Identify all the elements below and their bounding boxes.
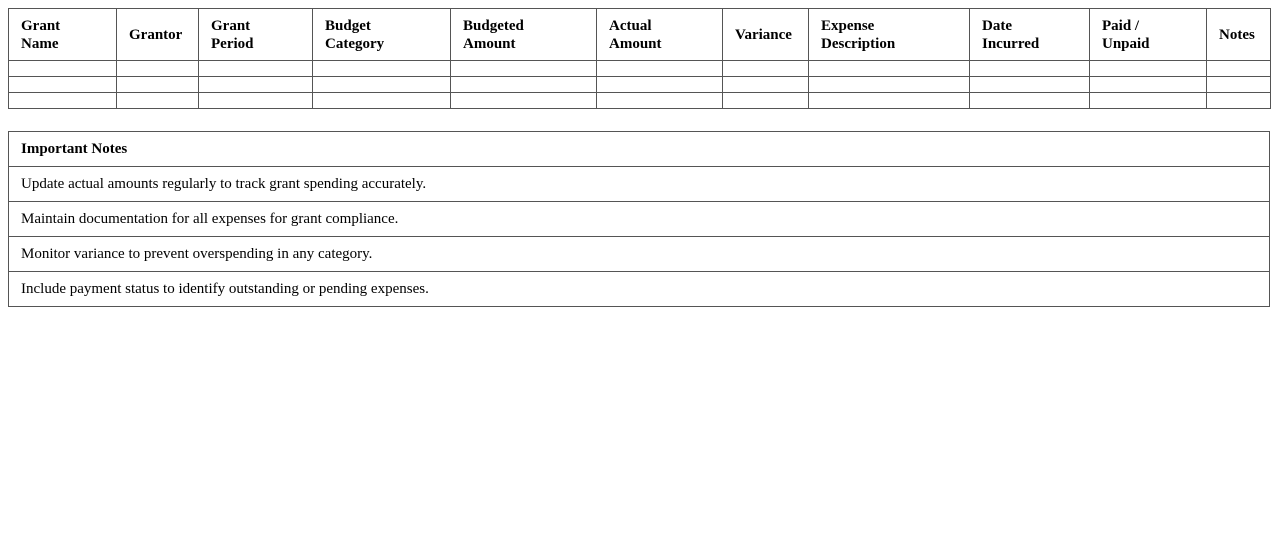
header-notes [1207, 9, 1271, 61]
table-cell[interactable] [970, 77, 1090, 93]
note-row [9, 167, 1270, 202]
header-label: Budgeted Amount [463, 17, 524, 52]
table-cell[interactable] [1207, 93, 1271, 109]
table-cell[interactable] [597, 77, 723, 93]
table-cell[interactable] [970, 93, 1090, 109]
table-cell[interactable] [9, 77, 117, 93]
note-row [9, 272, 1270, 307]
important-notes-table [8, 131, 1270, 307]
table-cell[interactable] [723, 61, 809, 77]
table-cell[interactable] [723, 77, 809, 93]
header-budget-category [313, 9, 451, 61]
table-cell[interactable] [199, 61, 313, 77]
note-text: Monitor variance to prevent overspending in any category. [9, 237, 1270, 272]
table-cell[interactable] [1090, 61, 1207, 77]
table-row [9, 77, 1271, 93]
header-date-incurred [970, 9, 1090, 61]
notes-heading-row [9, 132, 1270, 167]
note-text: Maintain documentation for all expenses for grant compliance. [9, 202, 1270, 237]
grant-budget-table [8, 8, 1271, 109]
table-cell[interactable] [809, 77, 970, 93]
table-cell[interactable] [1207, 77, 1271, 93]
table-cell[interactable] [117, 93, 199, 109]
table-row [9, 93, 1271, 109]
table-cell[interactable] [313, 77, 451, 93]
header-actual-amount [597, 9, 723, 61]
table-cell[interactable] [117, 77, 199, 93]
header-label: Notes [1219, 26, 1255, 43]
table-cell[interactable] [451, 93, 597, 109]
note-row [9, 237, 1270, 272]
table-row [9, 61, 1271, 77]
header-label: Paid / Unpaid [1102, 17, 1150, 52]
note-row [9, 202, 1270, 237]
table-cell[interactable] [117, 61, 199, 77]
header-label: Actual Amount [609, 17, 662, 52]
table-cell[interactable] [199, 77, 313, 93]
header-expense-description [809, 9, 970, 61]
table-cell[interactable] [597, 61, 723, 77]
header-label: Grant Period [211, 17, 254, 52]
table-cell[interactable] [451, 61, 597, 77]
table-cell[interactable] [723, 93, 809, 109]
header-label: Expense Description [821, 17, 896, 52]
table-cell[interactable] [597, 93, 723, 109]
header-grant-name [9, 9, 117, 61]
note-text: Update actual amounts regularly to track grant spending accurately. [9, 167, 1270, 202]
table-cell[interactable] [1207, 61, 1271, 77]
header-label: Variance [735, 26, 792, 43]
table-cell[interactable] [313, 61, 451, 77]
header-variance [723, 9, 809, 61]
table-cell[interactable] [1090, 93, 1207, 109]
header-label: Grant Name [21, 17, 61, 52]
header-label: Date Incurred [982, 17, 1040, 52]
table-cell[interactable] [9, 61, 117, 77]
header-label: Budget Category [325, 17, 385, 52]
table-cell[interactable] [809, 61, 970, 77]
notes-heading: Important Notes [9, 132, 1270, 167]
table-cell[interactable] [970, 61, 1090, 77]
table-cell[interactable] [9, 93, 117, 109]
header-grantor [117, 9, 199, 61]
table-header-row [9, 9, 1271, 61]
table-cell[interactable] [199, 93, 313, 109]
table-cell[interactable] [809, 93, 970, 109]
header-grant-period [199, 9, 313, 61]
note-text: Include payment status to identify outstanding or pending expenses. [9, 272, 1270, 307]
header-paid-unpaid [1090, 9, 1207, 61]
header-label: Grantor [129, 26, 183, 43]
table-cell[interactable] [451, 77, 597, 93]
header-budgeted-amount [451, 9, 597, 61]
table-cell[interactable] [1090, 77, 1207, 93]
table-cell[interactable] [313, 93, 451, 109]
